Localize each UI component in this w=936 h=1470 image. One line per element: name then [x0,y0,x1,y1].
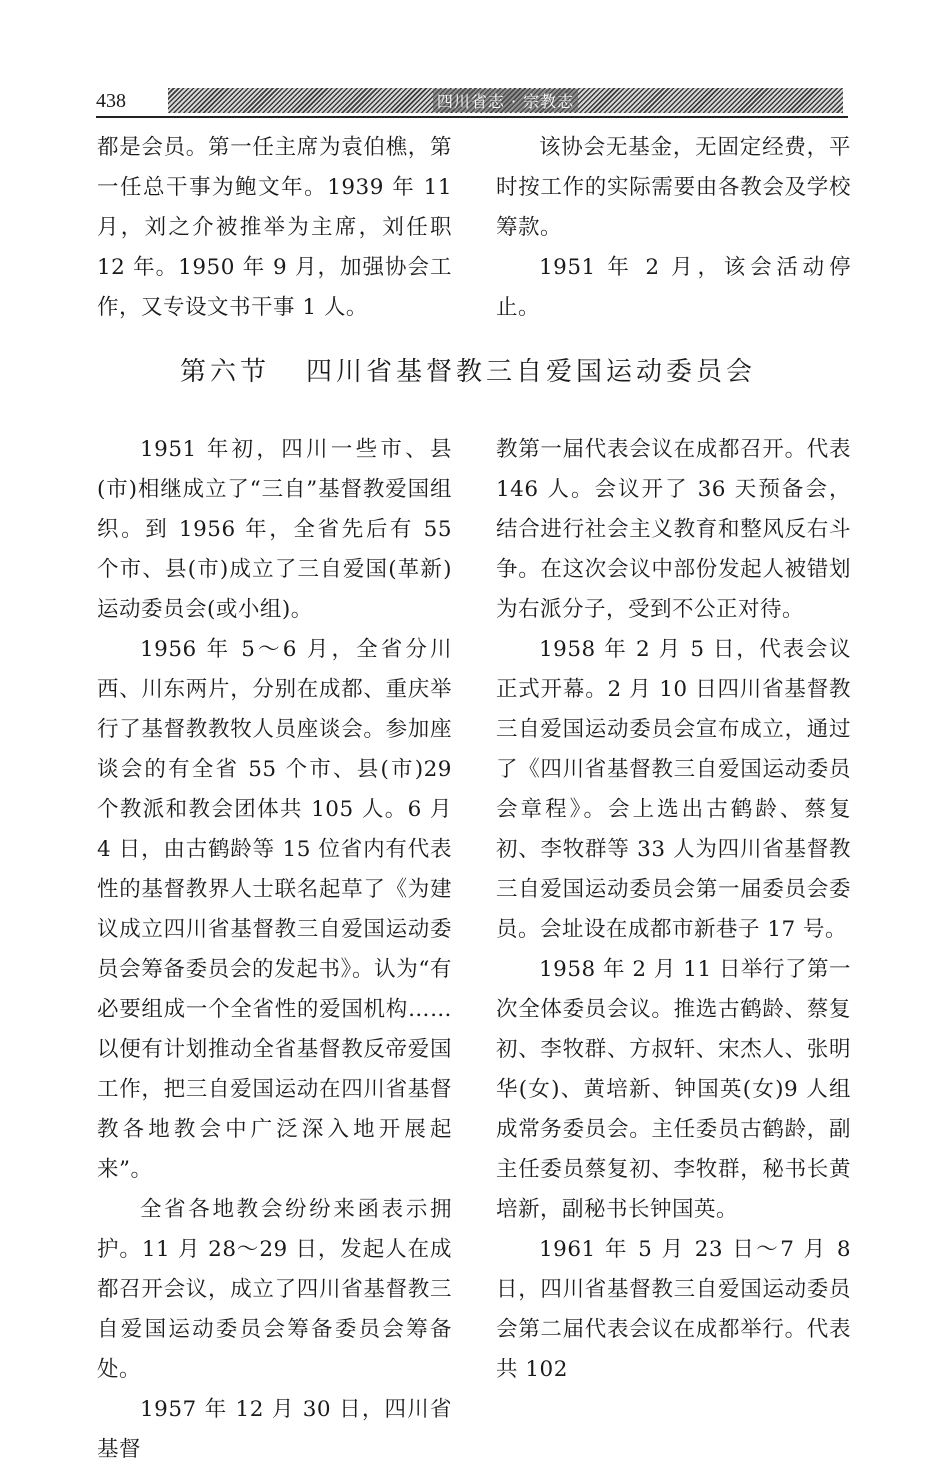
top-right-column [496,128,851,328]
running-title: 四川省志 · 宗教志 [433,89,578,112]
header-rule [96,116,848,118]
right-column [496,430,851,1390]
running-header-bar [168,88,843,113]
paragraph: 1958 年 2 月 5 日，代表会议正式开幕。2 月 10 日四川省基督教三自爱国运动委员会宣布成立，通过了《四川省基督教三自爱国运动委员会章程》。会上选出古鹤龄、蔡复初、李牧群等 33 人为四川省基督教三自爱国运动委员会第一届委员会委员。会址设在成都市新巷子 17 号。 [496,637,851,942]
left-column [97,430,452,1470]
paragraph: 1958 年 2 月 11 日举行了第一次全体委员会议。推选古鹤龄、蔡复初、李牧群、方叔轩、宋杰人、张明华(女)、黄培新、钟国英(女)9 人组成常务委员会。主任委员古鹤龄，副主任委员蔡复初、李牧群，秘书长黄培新，副秘书长钟国英。 [496,957,851,1222]
paragraph: 1951 年初，四川一些市、县(市)相继成立了“三自”基督教爱国组织。到 1956 年，全省先后有 55 个市、县(市)成立了三自爱国(革新)运动委员会(或小组)。 [97,437,452,622]
section-heading [0,352,936,392]
section-title: 四川省基督教三自爱国运动委员会 [306,357,757,387]
paragraph: 1961 年 5 月 23 日～7 月 8 日，四川省基督教三自爱国运动委员会第二届代表会议在成都举行。代表共 102 [496,1237,851,1382]
top-left-column [97,128,452,328]
paragraph: 该协会无基金，无固定经费，平时按工作的实际需要由各教会及学校筹款。 [496,135,851,240]
paragraph: 1956 年 5～6 月，全省分川西、川东两片，分别在成都、重庆举行了基督教教牧人员座谈会。参加座谈会的有全省 55 个市、县(市)29 个教派和教会团体共 105 人。6 月 4 日，由古鹤龄等 15 位省内有代表性的基督教界人士联名起草了《为建议成立四川省基督教三自爱国运动委员会筹备委员会的发起书》。认为“有必要组成一个全省性的爱国机构……以便有计划推动全省基督教反帝爱国工作，把三自爱国运动在四川省基督教各地教会中广泛深入地开展起来”。 [97,637,452,1182]
paragraph-continuation: 教第一届代表会议在成都召开。代表 146 人。会议开了 36 天预备会，结合进行社会主义教育和整风反右斗争。在这次会议中部份发起人被错划为右派分子，受到不公正对待。 [496,437,851,622]
paragraph: 都是会员。第一任主席为袁伯樵，第一任总干事为鲍文年。1939 年 11 月，刘之介被推举为主席，刘任职 12 年。1950 年 9 月，加强协会工作，又专设文书干事 1 人。 [97,135,452,320]
section-number: 第六节 [179,357,270,387]
paragraph: 1951 年 2 月，该会活动停止。 [496,255,851,320]
page-number: 438 [96,90,126,112]
paragraph: 全省各地教会纷纷来函表示拥护。11 月 28～29 日，发起人在成都召开会议，成立了四川省基督教三自爱国运动委员会筹备委员会筹备处。 [97,1197,452,1382]
paragraph: 1957 年 12 月 30 日，四川省基督 [97,1397,452,1462]
